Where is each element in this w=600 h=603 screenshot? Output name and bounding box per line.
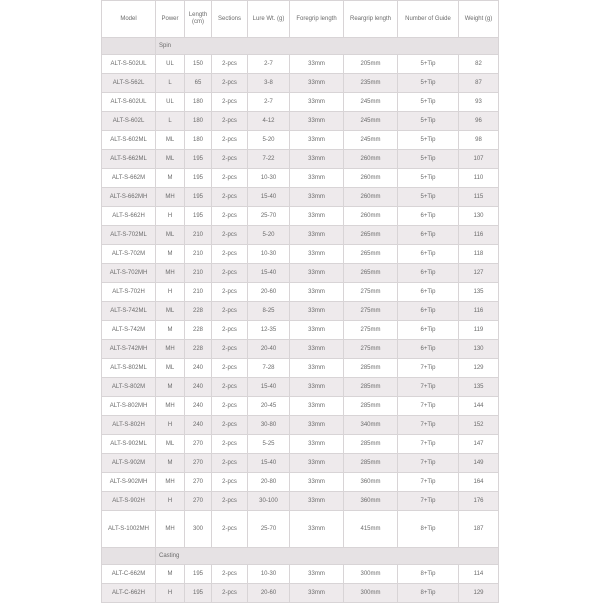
table-cell: 33mm xyxy=(290,226,344,245)
table-cell: 6+Tip xyxy=(398,245,459,264)
table-cell: 164 xyxy=(459,473,499,492)
table-cell: 2-pcs xyxy=(212,321,248,340)
table-cell: 20-60 xyxy=(248,584,290,603)
table-cell: 5+Tip xyxy=(398,131,459,150)
table-cell: 114 xyxy=(459,565,499,584)
table-cell: ALT-S-802ML xyxy=(102,359,156,378)
table-cell: ALT-S-702H xyxy=(102,283,156,302)
table-cell: 2-pcs xyxy=(212,245,248,264)
table-cell: 275mm xyxy=(344,321,398,340)
table-cell: 119 xyxy=(459,321,499,340)
table-cell: 180 xyxy=(185,93,212,112)
table-cell: ALT-S-662M xyxy=(102,169,156,188)
table-cell: 2-pcs xyxy=(212,188,248,207)
table-row xyxy=(102,397,499,416)
table-cell: 2-pcs xyxy=(212,131,248,150)
table-cell: 96 xyxy=(459,112,499,131)
table-cell: 2-pcs xyxy=(212,565,248,584)
section-label: Spin xyxy=(156,38,499,55)
table-cell: H xyxy=(156,584,185,603)
table-cell: 8+Tip xyxy=(398,584,459,603)
table-cell: 245mm xyxy=(344,112,398,131)
table-cell: 270 xyxy=(185,492,212,511)
table-cell: 7+Tip xyxy=(398,492,459,511)
table-cell: 6+Tip xyxy=(398,226,459,245)
table-cell: 20-80 xyxy=(248,473,290,492)
table-cell: 285mm xyxy=(344,435,398,454)
table-cell: 210 xyxy=(185,283,212,302)
table-cell: MH xyxy=(156,264,185,283)
column-header: Power xyxy=(156,1,185,38)
table-cell: 2-pcs xyxy=(212,584,248,603)
table-cell: 195 xyxy=(185,584,212,603)
table-cell: 2-pcs xyxy=(212,473,248,492)
table-cell: 7+Tip xyxy=(398,378,459,397)
table-cell: M xyxy=(156,321,185,340)
table-cell: 30-80 xyxy=(248,416,290,435)
table-cell: ALT-S-1002MH xyxy=(102,511,156,548)
table-cell: MH xyxy=(156,188,185,207)
table-row xyxy=(102,150,499,169)
table-cell: 260mm xyxy=(344,188,398,207)
table-cell: 6+Tip xyxy=(398,340,459,359)
table-cell: 20-45 xyxy=(248,397,290,416)
table-cell: 33mm xyxy=(290,169,344,188)
table-cell: 135 xyxy=(459,378,499,397)
table-cell: 260mm xyxy=(344,169,398,188)
table-cell: 33mm xyxy=(290,584,344,603)
table-cell: UL xyxy=(156,55,185,74)
table-row xyxy=(102,340,499,359)
table-cell: 10-30 xyxy=(248,245,290,264)
table-cell: 2-pcs xyxy=(212,150,248,169)
table-cell: ALT-S-742M xyxy=(102,321,156,340)
table-row xyxy=(102,283,499,302)
table-cell: 7+Tip xyxy=(398,473,459,492)
table-cell: 116 xyxy=(459,302,499,321)
section-row xyxy=(102,38,499,55)
table-cell: 33mm xyxy=(290,511,344,548)
table-row xyxy=(102,302,499,321)
spec-table-container xyxy=(101,0,498,603)
table-cell: 33mm xyxy=(290,302,344,321)
table-cell: ALT-S-602UL xyxy=(102,93,156,112)
table-row xyxy=(102,188,499,207)
table-cell: 33mm xyxy=(290,207,344,226)
table-cell: 147 xyxy=(459,435,499,454)
table-cell: 33mm xyxy=(290,55,344,74)
table-cell: 360mm xyxy=(344,492,398,511)
table-cell: 2-pcs xyxy=(212,112,248,131)
table-cell: 149 xyxy=(459,454,499,473)
table-cell: 8+Tip xyxy=(398,511,459,548)
table-cell: 5-25 xyxy=(248,435,290,454)
table-cell: 33mm xyxy=(290,188,344,207)
table-cell: 7+Tip xyxy=(398,454,459,473)
table-cell: 152 xyxy=(459,416,499,435)
table-cell: 240 xyxy=(185,397,212,416)
table-cell: 5+Tip xyxy=(398,74,459,93)
table-cell: 7-22 xyxy=(248,150,290,169)
table-cell: 300mm xyxy=(344,565,398,584)
table-cell: H xyxy=(156,207,185,226)
table-cell: 2-pcs xyxy=(212,435,248,454)
table-cell: 2-pcs xyxy=(212,226,248,245)
table-cell: 275mm xyxy=(344,283,398,302)
table-cell: 33mm xyxy=(290,93,344,112)
table-cell: 228 xyxy=(185,340,212,359)
table-cell: 210 xyxy=(185,264,212,283)
table-cell: 2-pcs xyxy=(212,454,248,473)
table-cell: 180 xyxy=(185,112,212,131)
table-row xyxy=(102,55,499,74)
table-cell: 33mm xyxy=(290,378,344,397)
table-cell: 5+Tip xyxy=(398,169,459,188)
table-cell: 129 xyxy=(459,584,499,603)
table-cell: 2-pcs xyxy=(212,511,248,548)
table-cell: 6+Tip xyxy=(398,302,459,321)
table-cell: 98 xyxy=(459,131,499,150)
table-cell: 5+Tip xyxy=(398,93,459,112)
table-cell: ALT-S-742MH xyxy=(102,340,156,359)
table-cell: 285mm xyxy=(344,378,398,397)
table-cell: M xyxy=(156,565,185,584)
table-cell: 33mm xyxy=(290,150,344,169)
table-cell: 5+Tip xyxy=(398,150,459,169)
header-row xyxy=(102,1,499,38)
table-cell: ALT-S-662MH xyxy=(102,188,156,207)
table-cell: ALT-C-662H xyxy=(102,584,156,603)
table-cell: 33mm xyxy=(290,340,344,359)
table-cell: H xyxy=(156,492,185,511)
table-cell: 2-pcs xyxy=(212,416,248,435)
table-cell: 6+Tip xyxy=(398,321,459,340)
table-cell: H xyxy=(156,416,185,435)
table-cell: 118 xyxy=(459,245,499,264)
table-cell: 33mm xyxy=(290,565,344,584)
table-cell: 2-7 xyxy=(248,93,290,112)
table-cell: 8-25 xyxy=(248,302,290,321)
table-cell: 150 xyxy=(185,55,212,74)
table-cell: 187 xyxy=(459,511,499,548)
table-cell: 20-60 xyxy=(248,283,290,302)
column-header: Number of Guide xyxy=(398,1,459,38)
table-cell: 15-40 xyxy=(248,188,290,207)
table-cell: 7+Tip xyxy=(398,397,459,416)
table-row xyxy=(102,93,499,112)
table-row xyxy=(102,74,499,93)
table-cell: 10-30 xyxy=(248,565,290,584)
table-cell: 5+Tip xyxy=(398,188,459,207)
table-cell: ML xyxy=(156,131,185,150)
table-row xyxy=(102,511,499,548)
table-cell: ALT-S-602L xyxy=(102,112,156,131)
table-cell: H xyxy=(156,283,185,302)
table-cell: L xyxy=(156,112,185,131)
table-cell: 65 xyxy=(185,74,212,93)
table-cell: 270 xyxy=(185,473,212,492)
table-cell: 15-40 xyxy=(248,454,290,473)
table-row xyxy=(102,245,499,264)
table-cell: 7+Tip xyxy=(398,416,459,435)
column-header: Model xyxy=(102,1,156,38)
column-header: Reargrip length xyxy=(344,1,398,38)
section-label: Casting xyxy=(156,548,499,565)
table-cell: 240 xyxy=(185,359,212,378)
table-cell: 260mm xyxy=(344,207,398,226)
table-cell: 235mm xyxy=(344,74,398,93)
table-cell: 275mm xyxy=(344,302,398,321)
table-cell: 33mm xyxy=(290,112,344,131)
table-cell: 2-pcs xyxy=(212,169,248,188)
table-cell: 25-70 xyxy=(248,207,290,226)
table-cell: 240 xyxy=(185,378,212,397)
table-cell: 6+Tip xyxy=(398,207,459,226)
table-cell: 195 xyxy=(185,565,212,584)
table-cell: ALT-S-562L xyxy=(102,74,156,93)
table-cell: ALT-S-902MH xyxy=(102,473,156,492)
table-cell: 33mm xyxy=(290,131,344,150)
table-row xyxy=(102,435,499,454)
table-cell: MH xyxy=(156,511,185,548)
table-cell: ALT-S-802H xyxy=(102,416,156,435)
table-cell: MH xyxy=(156,340,185,359)
table-cell: 135 xyxy=(459,283,499,302)
table-cell: 33mm xyxy=(290,397,344,416)
table-cell: 245mm xyxy=(344,131,398,150)
table-row xyxy=(102,226,499,245)
table-cell: 3-8 xyxy=(248,74,290,93)
table-cell: ALT-S-502UL xyxy=(102,55,156,74)
table-cell: 130 xyxy=(459,340,499,359)
table-cell: ALT-S-662ML xyxy=(102,150,156,169)
table-cell: 87 xyxy=(459,74,499,93)
table-cell: 2-pcs xyxy=(212,302,248,321)
table-cell: 195 xyxy=(185,169,212,188)
table-cell: 2-7 xyxy=(248,55,290,74)
table-row xyxy=(102,131,499,150)
table-cell: 5-20 xyxy=(248,226,290,245)
table-cell: 110 xyxy=(459,169,499,188)
table-cell: 195 xyxy=(185,207,212,226)
table-cell: 228 xyxy=(185,302,212,321)
table-cell: 33mm xyxy=(290,264,344,283)
table-row xyxy=(102,207,499,226)
table-cell: 33mm xyxy=(290,492,344,511)
table-cell: ALT-S-702MH xyxy=(102,264,156,283)
table-row xyxy=(102,169,499,188)
table-cell: 2-pcs xyxy=(212,397,248,416)
table-row xyxy=(102,378,499,397)
table-cell: 7+Tip xyxy=(398,435,459,454)
table-row xyxy=(102,264,499,283)
table-cell: ALT-S-702ML xyxy=(102,226,156,245)
table-cell: 33mm xyxy=(290,321,344,340)
table-cell: 2-pcs xyxy=(212,74,248,93)
table-row xyxy=(102,359,499,378)
table-cell: 2-pcs xyxy=(212,264,248,283)
table-cell: M xyxy=(156,245,185,264)
column-header: Foregrip length xyxy=(290,1,344,38)
table-cell: M xyxy=(156,454,185,473)
column-header: Lure Wt. (g) xyxy=(248,1,290,38)
table-cell: 33mm xyxy=(290,416,344,435)
table-cell: 245mm xyxy=(344,93,398,112)
table-cell: 15-40 xyxy=(248,264,290,283)
table-cell: ML xyxy=(156,435,185,454)
table-cell: 15-40 xyxy=(248,378,290,397)
table-row xyxy=(102,454,499,473)
table-cell: 115 xyxy=(459,188,499,207)
table-cell: 228 xyxy=(185,321,212,340)
rod-spec-table xyxy=(101,0,499,603)
table-cell: 4-12 xyxy=(248,112,290,131)
table-cell: 25-70 xyxy=(248,511,290,548)
table-cell: 93 xyxy=(459,93,499,112)
table-cell: 5+Tip xyxy=(398,55,459,74)
table-cell: 265mm xyxy=(344,226,398,245)
table-cell: 7-28 xyxy=(248,359,290,378)
table-cell: ALT-S-902H xyxy=(102,492,156,511)
table-cell: MH xyxy=(156,397,185,416)
table-cell: ALT-S-902ML xyxy=(102,435,156,454)
table-cell: ML xyxy=(156,359,185,378)
table-cell: M xyxy=(156,169,185,188)
table-cell: ALT-S-602ML xyxy=(102,131,156,150)
table-cell: 33mm xyxy=(290,283,344,302)
table-cell: 205mm xyxy=(344,55,398,74)
table-cell: 33mm xyxy=(290,74,344,93)
table-cell: 210 xyxy=(185,226,212,245)
table-cell: 260mm xyxy=(344,150,398,169)
table-body xyxy=(102,38,499,603)
section-spacer xyxy=(102,548,156,565)
table-cell: 30-100 xyxy=(248,492,290,511)
table-cell: 12-35 xyxy=(248,321,290,340)
table-cell: 20-40 xyxy=(248,340,290,359)
table-cell: 285mm xyxy=(344,359,398,378)
table-cell: 5+Tip xyxy=(398,112,459,131)
table-cell: 33mm xyxy=(290,473,344,492)
table-cell: 6+Tip xyxy=(398,264,459,283)
table-cell: ALT-S-742ML xyxy=(102,302,156,321)
table-cell: 116 xyxy=(459,226,499,245)
table-cell: ML xyxy=(156,226,185,245)
table-cell: 176 xyxy=(459,492,499,511)
table-row xyxy=(102,492,499,511)
table-cell: ML xyxy=(156,150,185,169)
table-cell: ML xyxy=(156,302,185,321)
table-cell: 2-pcs xyxy=(212,492,248,511)
table-cell: L xyxy=(156,74,185,93)
table-cell: M xyxy=(156,378,185,397)
table-cell: 195 xyxy=(185,150,212,169)
table-cell: 265mm xyxy=(344,264,398,283)
table-cell: 2-pcs xyxy=(212,359,248,378)
table-cell: 2-pcs xyxy=(212,340,248,359)
table-cell: 270 xyxy=(185,454,212,473)
table-cell: 10-30 xyxy=(248,169,290,188)
table-cell: ALT-S-662H xyxy=(102,207,156,226)
column-header: Weight (g) xyxy=(459,1,499,38)
table-cell: 265mm xyxy=(344,245,398,264)
section-row xyxy=(102,548,499,565)
table-cell: 144 xyxy=(459,397,499,416)
table-cell: 275mm xyxy=(344,340,398,359)
table-cell: 2-pcs xyxy=(212,378,248,397)
table-cell: 33mm xyxy=(290,454,344,473)
table-cell: 180 xyxy=(185,131,212,150)
table-cell: 195 xyxy=(185,188,212,207)
table-cell: ALT-S-802M xyxy=(102,378,156,397)
table-cell: 33mm xyxy=(290,359,344,378)
section-spacer xyxy=(102,38,156,55)
table-row xyxy=(102,473,499,492)
table-cell: 33mm xyxy=(290,435,344,454)
table-cell: 129 xyxy=(459,359,499,378)
table-cell: 2-pcs xyxy=(212,283,248,302)
table-cell: 415mm xyxy=(344,511,398,548)
table-cell: MH xyxy=(156,473,185,492)
table-cell: 340mm xyxy=(344,416,398,435)
table-cell: UL xyxy=(156,93,185,112)
table-cell: 2-pcs xyxy=(212,207,248,226)
table-cell: 127 xyxy=(459,264,499,283)
table-cell: 8+Tip xyxy=(398,565,459,584)
table-cell: 5-20 xyxy=(248,131,290,150)
table-cell: 360mm xyxy=(344,473,398,492)
column-header: Sections xyxy=(212,1,248,38)
table-cell: 300mm xyxy=(344,584,398,603)
table-cell: ALT-C-662M xyxy=(102,565,156,584)
table-cell: 285mm xyxy=(344,454,398,473)
table-row xyxy=(102,321,499,340)
table-cell: ALT-S-902M xyxy=(102,454,156,473)
table-cell: 2-pcs xyxy=(212,93,248,112)
table-cell: 240 xyxy=(185,416,212,435)
column-header: Length (cm) xyxy=(185,1,212,38)
table-cell: 7+Tip xyxy=(398,359,459,378)
table-row xyxy=(102,112,499,131)
table-cell: 270 xyxy=(185,435,212,454)
table-cell: 210 xyxy=(185,245,212,264)
table-row xyxy=(102,565,499,584)
table-cell: ALT-S-702M xyxy=(102,245,156,264)
table-cell: 130 xyxy=(459,207,499,226)
table-cell: 33mm xyxy=(290,245,344,264)
table-row xyxy=(102,416,499,435)
table-cell: 2-pcs xyxy=(212,55,248,74)
table-cell: 107 xyxy=(459,150,499,169)
table-cell: ALT-S-802MH xyxy=(102,397,156,416)
table-cell: 285mm xyxy=(344,397,398,416)
table-cell: 82 xyxy=(459,55,499,74)
table-cell: 300 xyxy=(185,511,212,548)
table-cell: 6+Tip xyxy=(398,283,459,302)
